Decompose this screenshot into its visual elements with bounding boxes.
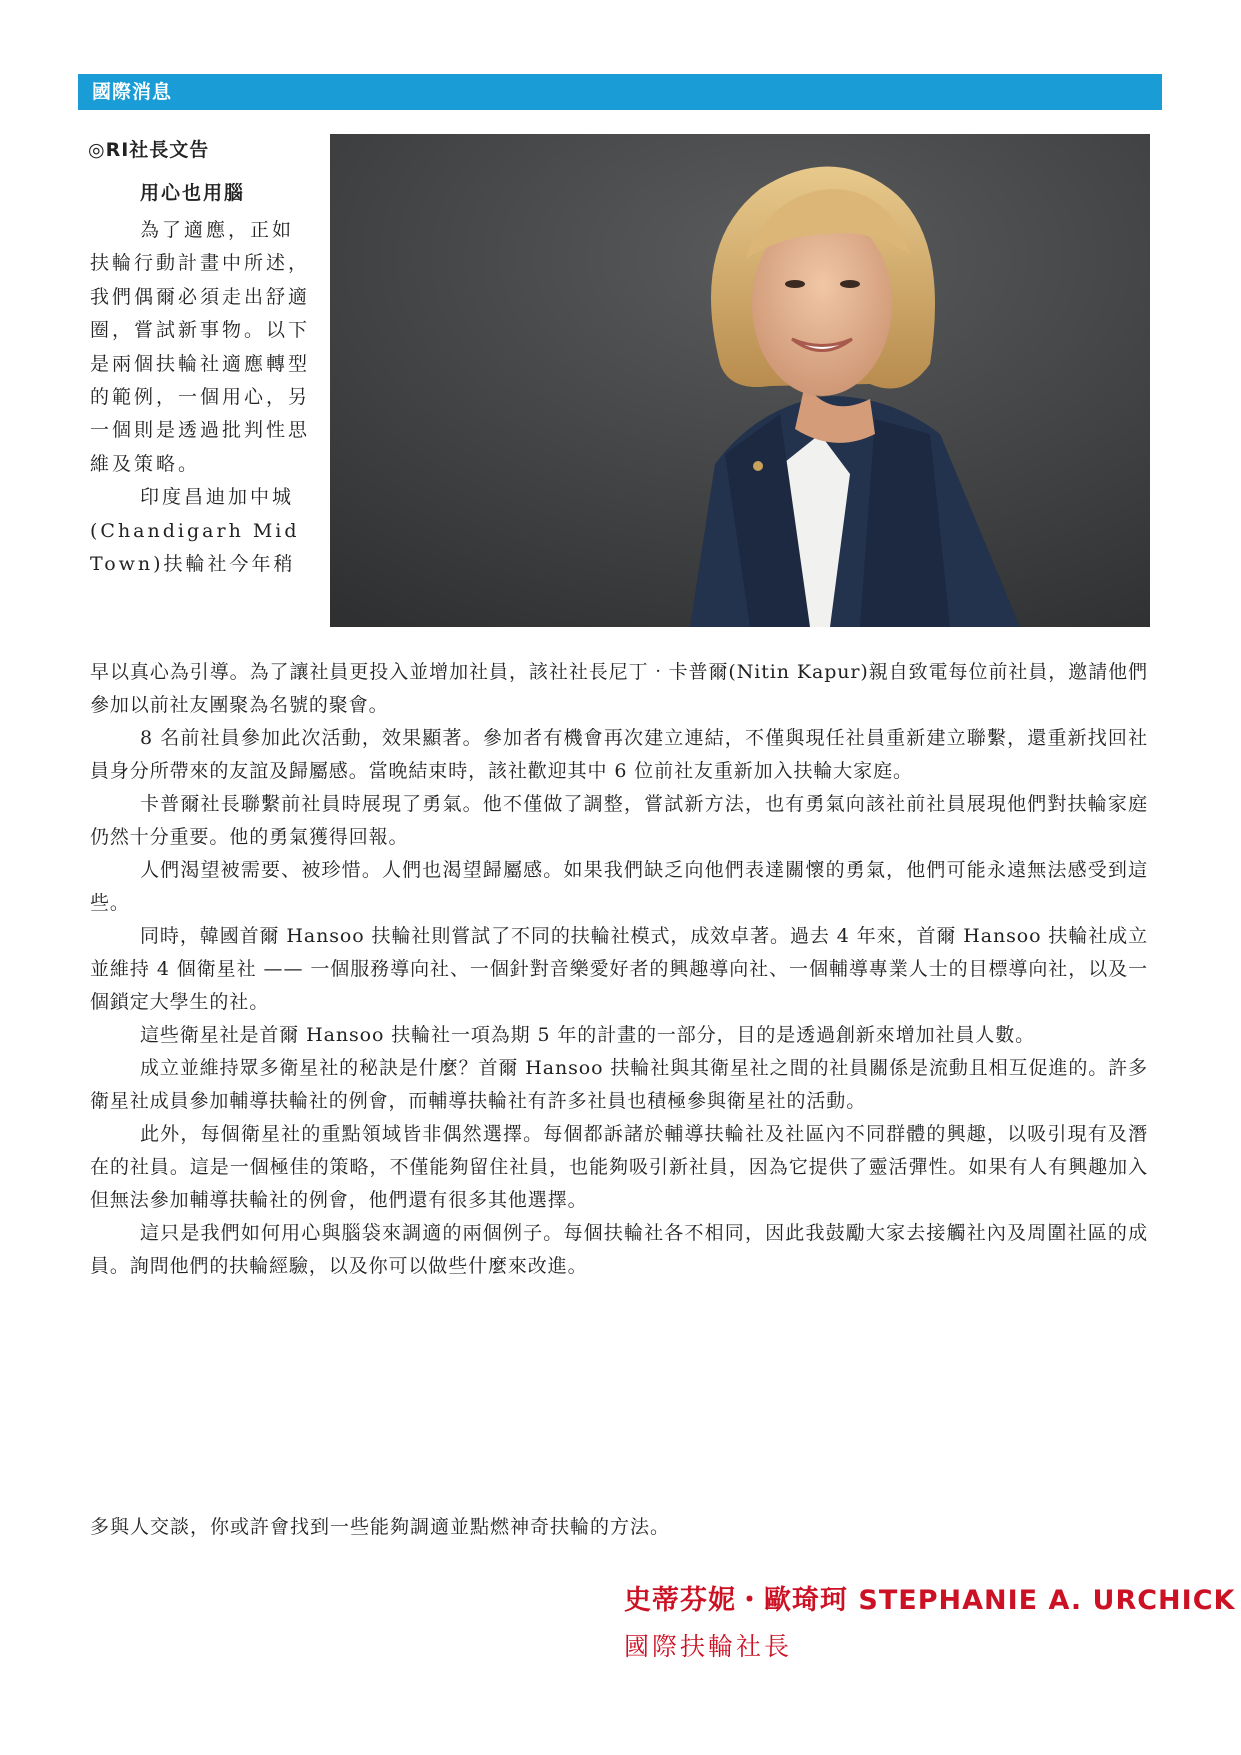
signature-title: 國際扶輪社長: [624, 1632, 793, 1661]
body-paragraph: 這些衛星社是首爾 Hansoo 扶輪社一項為期 5 年的計畫的一部分，目的是透過創新來增加社員人數。: [140, 1024, 1036, 1046]
body-paragraph: 人們渴望被需要、被珍惜。人們也渴望歸屬感。如果我們缺乏向他們表達關懷的勇氣，他們可能永遠無法感受到這些。: [90, 859, 1148, 914]
article-body: [90, 656, 1148, 1283]
article-title: 用心也用腦: [140, 182, 246, 204]
president-portrait: [330, 134, 1150, 627]
body-paragraph: 這只是我們如何用心與腦袋來調適的兩個例子。每個扶輪社各不相同，因此我鼓勵大家去接觸社內及周圍社區的成員。詢問他們的扶輪經驗，以及你可以做些什麼來改進。: [90, 1222, 1148, 1277]
body-paragraph: 此外，每個衛星社的重點領域皆非偶然選擇。每個都訴諸於輔導扶輪社及社區內不同群體的興趣，以吸引現有及潛在的社員。這是一個極佳的策略，不僅能夠留住社員，也能夠吸引新社員，因為它提供了靈活彈性。如果有人有興趣加入但無法參加輔導扶輪社的例會，他們還有很多其他選擇。: [90, 1123, 1148, 1211]
intro-paragraph: 印度昌迪加中城(Chandigarh Mid Town)扶輪社今年稍: [90, 486, 300, 576]
section-header-bar: [78, 74, 1162, 110]
section-header-label: 國際消息: [92, 81, 173, 103]
body-paragraph: 同時，韓國首爾 Hansoo 扶輪社則嘗試了不同的扶輪社模式，成效卓著。過去 4 年來，首爾 Hansoo 扶輪社成立並維持 4 個衛星社 —— 一個服務導向社、一個針對音樂愛好者的興趣導向社、一個輔導專業人士的目標導向社，以及一個鎖定大學生的社。: [90, 925, 1148, 1013]
body-paragraph: 成立並維持眾多衛星社的秘訣是什麼？首爾 Hansoo 扶輪社與其衛星社之間的社員關係是流動且相互促進的。許多衛星社成員參加輔導扶輪社的例會，而輔導扶輪社有許多社員也積極參與衛星社的活動。: [90, 1057, 1148, 1112]
section-title: ◎RI社長文告: [88, 139, 210, 161]
closing-line: 多與人交談，你或許會找到一些能夠調適並點燃神奇扶輪的方法。: [90, 1516, 671, 1538]
body-paragraph: 早以真心為引導。為了讓社員更投入並增加社員，該社社長尼丁‧卡普爾(Nitin Kapur)親自致電每位前社員，邀請他們參加以前社友團聚為名號的聚會。: [90, 661, 1148, 716]
body-paragraph: 卡普爾社長聯繫前社員時展現了勇氣。他不僅做了調整，嘗試新方法，也有勇氣向該社前社員展現他們對扶輪家庭仍然十分重要。他的勇氣獲得回報。: [90, 793, 1148, 848]
signature-name: 史蒂芬妮・歐琦珂 STEPHANIE A. URCHICK: [624, 1585, 1236, 1616]
body-paragraph: 8 名前社員參加此次活動，效果顯著。參加者有機會再次建立連結，不僅與現任社員重新建立聯繫，還重新找回社員身分所帶來的友誼及歸屬感。當晚結束時，該社歡迎其中 6 位前社友重新加入扶輪大家庭。: [90, 727, 1148, 782]
intro-paragraph: 為了適應，正如扶輪行動計畫中所述，我們偶爾必須走出舒適圈，嘗試新事物。以下是兩個扶輪社適應轉型的範例，一個用心，另一個則是透過批判性思維及策略。: [90, 219, 311, 475]
article-intro-column: [90, 214, 315, 581]
